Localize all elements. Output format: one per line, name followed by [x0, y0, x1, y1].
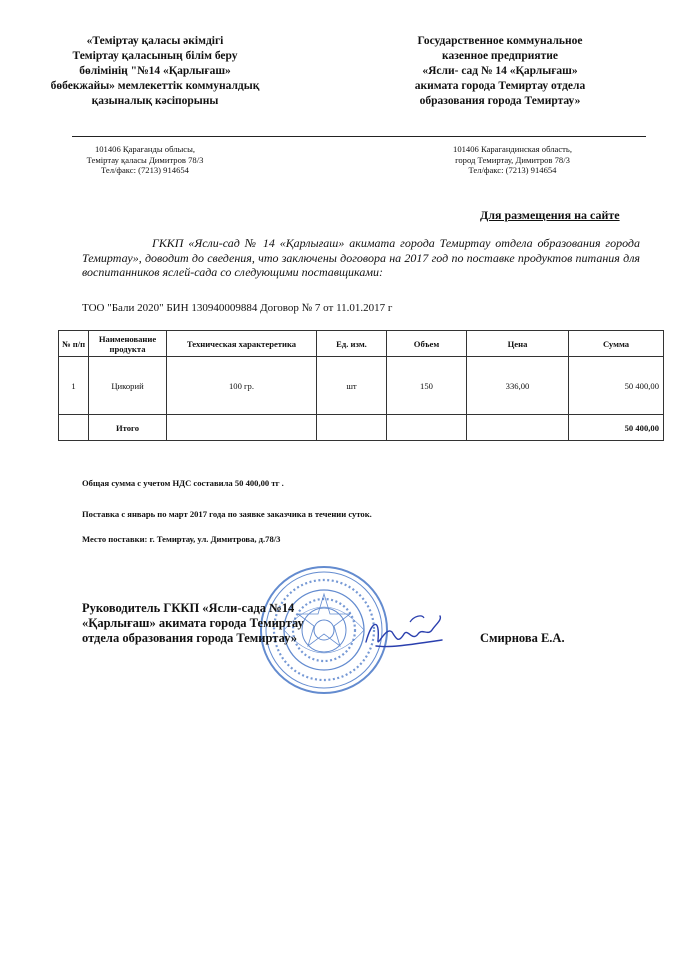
col-header-spec: Техническая характеретика: [167, 331, 317, 357]
cell-volume: 150: [387, 357, 467, 415]
address-kz-line: Тел/факс: (7213) 914654: [101, 165, 189, 175]
cell-empty: [167, 415, 317, 441]
col-header-unit: Ед. изм.: [317, 331, 387, 357]
header-kz-line: Теміртау қаласының білім беру: [72, 50, 238, 62]
address-kz: [60, 144, 230, 176]
header-kz-line: бөлімінің "№14 «Қарлығаш»: [79, 65, 231, 77]
table-header-row: [59, 331, 664, 357]
address-ru-line: 101406 Карагандинская область,: [453, 144, 572, 154]
cell-spec: 100 гр.: [167, 357, 317, 415]
address-ru: [425, 144, 600, 176]
note-delivery-period: Поставка с январь по март 2017 года по заявке заказчика в течении суток.: [82, 509, 372, 519]
header-ru-line: образования города Темиртау»: [419, 95, 581, 107]
cell-empty: [317, 415, 387, 441]
site-note: Для размещения на сайте: [480, 208, 620, 222]
handwritten-signature: [362, 612, 446, 656]
address-ru-line: Тел/факс: (7213) 914654: [468, 165, 557, 175]
intro-paragraph: [82, 236, 640, 280]
cell-number: 1: [59, 357, 89, 415]
note-total-vat: Общая сумма с учетом НДС составила 50 400,00 тг .: [82, 478, 284, 488]
address-kz-line: 101406 Қарағанды облысы,: [94, 144, 196, 154]
header-kz-line: қазыналық кәсіпорыны: [91, 95, 219, 107]
col-header-name: Наименование продукта: [89, 331, 167, 357]
col-header-sum: Сумма: [569, 331, 664, 357]
signature-line: Руководитель ГККП «Ясли-сада №14: [82, 601, 295, 615]
table-row: [59, 357, 664, 415]
cell-name: Цикорий: [89, 357, 167, 415]
cell-unit: шт: [317, 357, 387, 415]
header-ru: [365, 34, 635, 109]
header-ru-line: Государственное коммунальное: [417, 35, 583, 47]
cell-empty: [467, 415, 569, 441]
total-sum: 50 400,00: [569, 415, 664, 441]
signature-line: отдела образования города Темиртау»: [82, 631, 297, 645]
address-ru-line: город Темиртау, Димитров 78/3: [455, 154, 570, 165]
table-total-row: [59, 415, 664, 441]
col-header-number: № п/п: [59, 331, 89, 357]
cell-price: 336,00: [467, 357, 569, 415]
total-label: Итого: [89, 415, 167, 441]
header-ru-line: акимата города Темиртау отдела: [414, 80, 586, 92]
supplier-line: ТОО "Бали 2020" БИН 130940009884 Договор № 7 от 11.01.2017 г: [82, 302, 393, 314]
cell-empty: [387, 415, 467, 441]
address-kz-line: Теміртау қаласы Димитров 78/3: [86, 154, 204, 165]
signatory-name: Смирнова Е.А.: [480, 631, 565, 645]
intro-text: ГККП «Ясли-сад № 14 «Қарлығаш» акимата города Темиртау отдела образования города Темиртау», доводит до сведения, что заключены договора на 2017 год по поставке продуктов питания для воспитанников яслей-сада со следующими поставщиками:: [82, 236, 640, 279]
header-kz-line: «Теміртау қаласы әкімдігі: [86, 35, 224, 47]
goods-table: [58, 330, 664, 441]
header-ru-line: «Ясли- сад № 14 «Қарлығаш»: [422, 65, 578, 77]
signature-line: «Қарлығаш» акимата города Темиртау: [82, 616, 304, 630]
col-header-price: Цена: [467, 331, 569, 357]
cell-sum: 50 400,00: [569, 357, 664, 415]
header-kz-line: бөбекжайы» мемлекеттік коммуналдық: [50, 80, 260, 92]
col-header-volume: Объем: [387, 331, 467, 357]
note-delivery-place: Место поставки: г. Темиртау, ул. Димитрова, д.78/3: [82, 534, 281, 544]
header-divider: [72, 136, 646, 137]
header-ru-line: казенное предприятие: [442, 50, 558, 62]
cell-empty: [59, 415, 89, 441]
signature-block: [82, 601, 304, 646]
header-kz: [30, 34, 280, 109]
